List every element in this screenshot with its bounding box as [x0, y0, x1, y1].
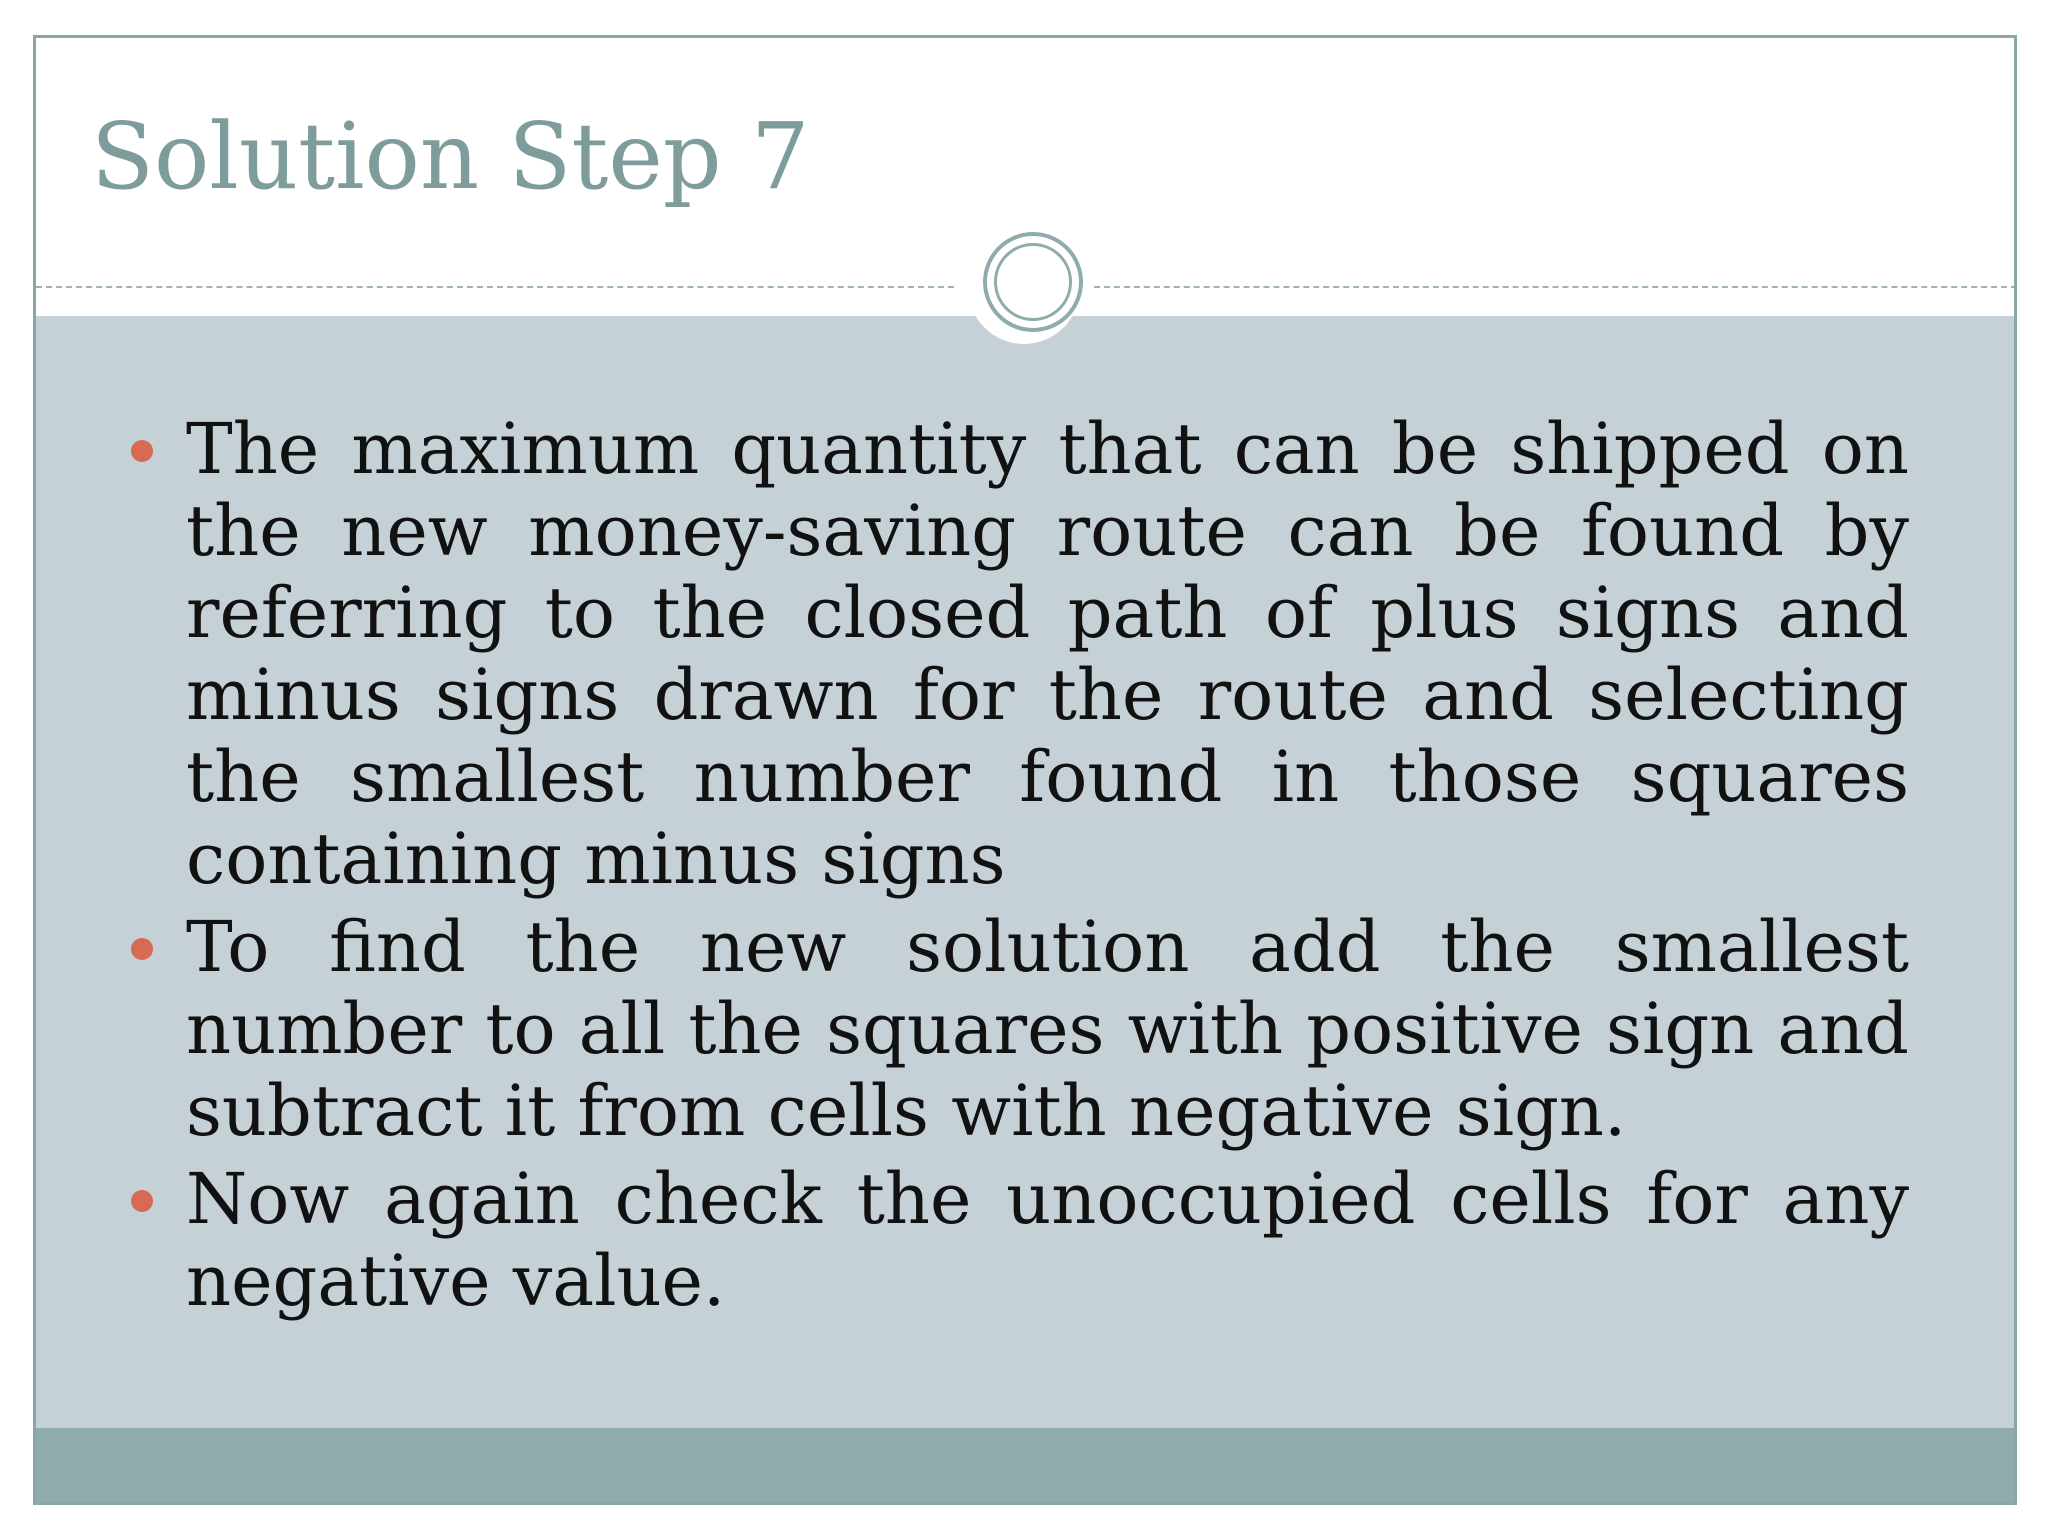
title-divider-right — [1094, 286, 2017, 288]
double-circle-icon — [983, 232, 1083, 332]
dot-icon — [131, 938, 153, 960]
list-item — [91, 1158, 1909, 1322]
list-item — [91, 408, 1909, 900]
bullet-text: Now again check the unoccupied cells for any negative value. — [186, 1158, 1909, 1322]
slide-title: Solution Step 7 — [91, 103, 810, 210]
list-item — [91, 906, 1909, 1152]
title-divider-left — [36, 286, 954, 288]
bullet-text: To find the new solution add the smallest number to all the squares with positive sign and subtract it from cells with negative sign. — [186, 906, 1909, 1152]
inner-circle — [994, 243, 1072, 321]
slide — [33, 35, 2017, 1505]
bullet-list — [91, 408, 2017, 1328]
dot-icon — [131, 440, 153, 462]
footer-band — [36, 1428, 2014, 1502]
dot-icon — [131, 1190, 153, 1212]
bullet-text: The maximum quantity that can be shipped on the new money-saving route can be found by referring to the closed path of plus signs and minus signs drawn for the route and selecting the smallest number found in those squares containing minus signs — [186, 408, 1909, 900]
